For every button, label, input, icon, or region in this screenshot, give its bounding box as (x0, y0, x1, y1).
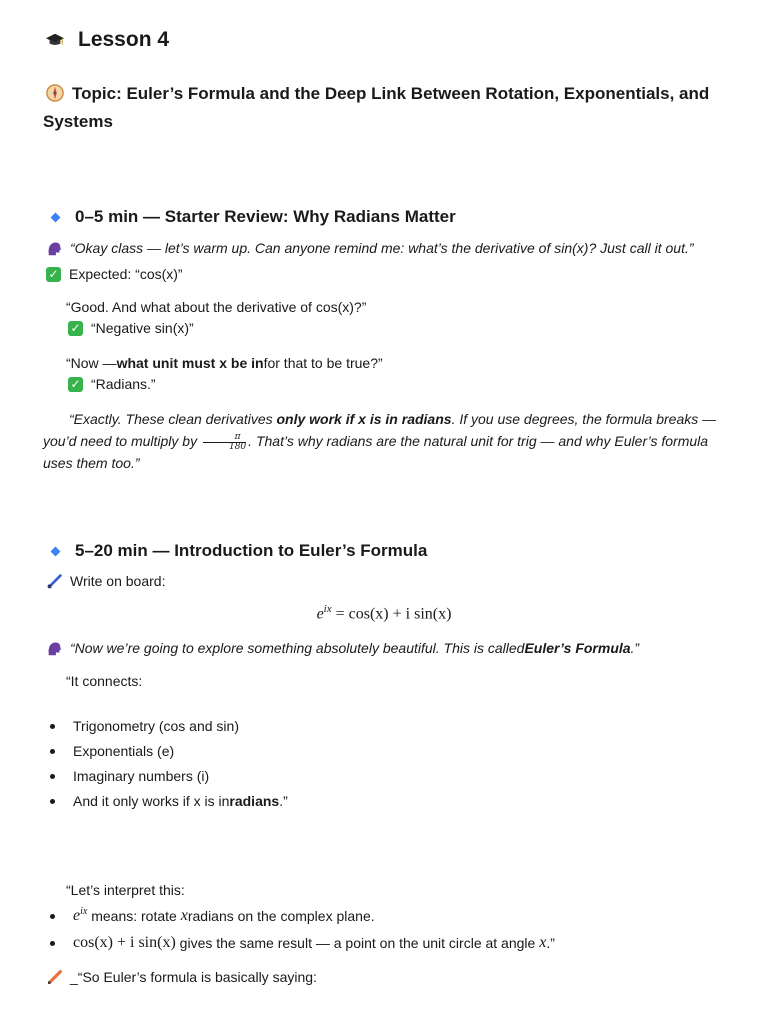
expected-answer: Expected: “cos(x)” (69, 266, 183, 282)
diamond-bullet-icon (51, 212, 61, 222)
list-item: Imaginary numbers (i) (46, 766, 209, 786)
pi-over-180-fraction: $\frac{\pi}{180}$ (203, 433, 246, 452)
graduation-cap-icon (46, 31, 64, 49)
lesson-title: Lesson 4 (78, 28, 170, 51)
interpret-line: “Let’s interpret this: (66, 882, 185, 898)
list-item: And it only works if x is in radians .” (46, 791, 288, 811)
speaking-head-icon (46, 239, 64, 257)
pencil-icon (46, 968, 64, 986)
check-mark-icon: ✓ (68, 377, 83, 392)
connects-line: “It connects: (66, 673, 143, 689)
explanation-paragraph: “Exactly. These clean derivatives only work if x is in radians. If you use degrees, the formula breaks — you’d need to multiply by $\frac{\pi}{180}$ . That’s why radians are the natural unit for trig — and why Euler’s formula uses them too.” (43, 411, 717, 471)
list-item: cos(x) + i sin(x) gives the same result — a point on the unit circle at angle x .” (46, 933, 555, 953)
list-item: Exponentials (e) (46, 741, 174, 761)
teacher-quote: “Okay class — let’s warm up. Can anyone remind me: what’s the derivative of sin(x)? Just call it out.” (70, 240, 694, 256)
topic-heading (43, 80, 723, 136)
last-line: _“So Euler’s formula is basically saying: (46, 967, 317, 987)
section-title: 0–5 min — Starter Review: Why Radians Matter (75, 207, 456, 226)
question-3: “Now — what unit must x be in for that to be true?” (66, 355, 383, 371)
section-heading-starter (46, 207, 456, 227)
check-mark-icon: ✓ (68, 321, 83, 336)
euler-formula: $e^{ix} = \cos(x) + i$ sin(x) (316, 603, 452, 623)
diamond-bullet-icon (51, 546, 61, 556)
question-2: “Good. And what about the derivative of cos(x)?” (66, 299, 367, 315)
write-board-line: Write on board: (46, 571, 165, 591)
answer-3: ✓ “Radians.” (68, 374, 156, 394)
teacher-quote-euler: “Now we’re going to explore something absolutely beautiful. This is called Euler’s Formula .” (46, 638, 639, 658)
expected-line (46, 264, 183, 284)
answer-2: ✓ “Negative sin(x)” (68, 318, 194, 338)
lesson-heading (46, 28, 169, 52)
check-mark-icon: ✓ (46, 267, 61, 282)
speaking-head-icon (46, 639, 64, 657)
list-item: Trigonometry (cos and sin) (46, 716, 239, 736)
compass-icon (46, 84, 64, 102)
section-heading-euler (46, 541, 427, 561)
list-item: e $^{ix}$ means: rotate x radians on the complex plane. (46, 906, 375, 926)
teacher-quote-line (46, 238, 694, 258)
paintbrush-icon (46, 572, 64, 590)
topic-text: Topic: Euler’s Formula and the Deep Link Between Rotation, Exponentials, and Systems (43, 84, 710, 131)
section-title: 5–20 min — Introduction to Euler’s Formula (75, 541, 428, 560)
